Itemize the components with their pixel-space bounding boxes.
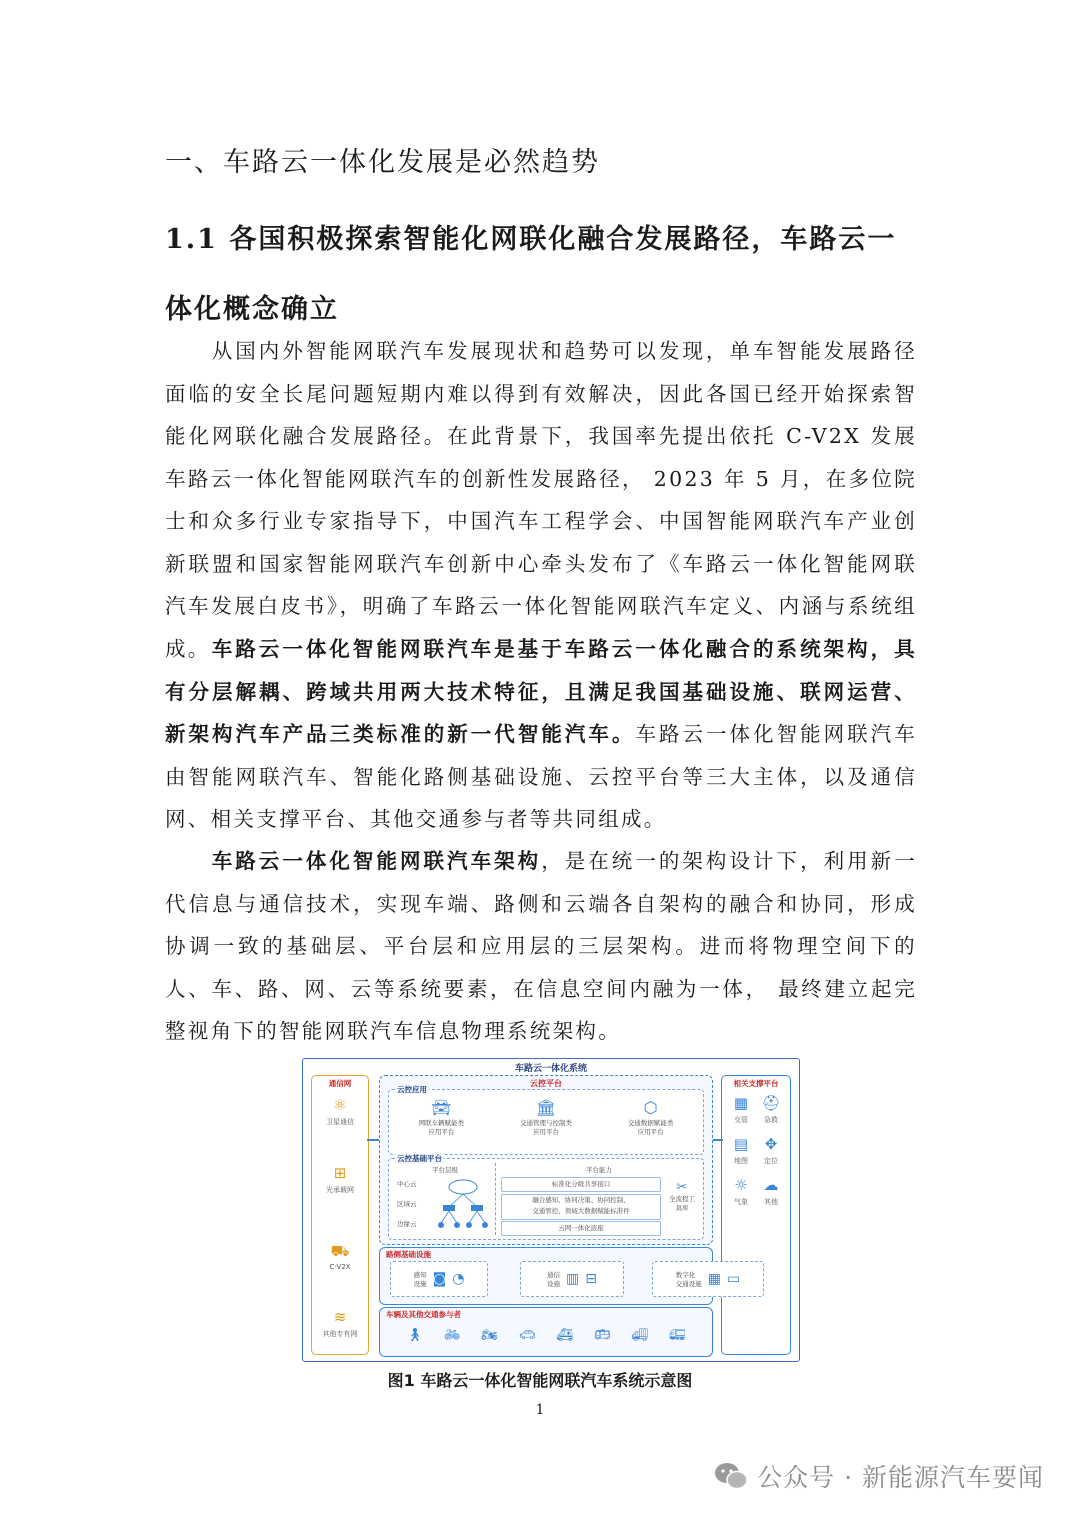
cloud-apps-box [388,1085,704,1155]
ambulance-icon: ⛑ [761,1094,781,1112]
paragraph-3-bold: 车路云一体化智能网联汽车架构 [211,849,542,873]
paragraph-1-text: 从国内外智能网联汽车发展现状和趋势可以发现，单车智能发展路径面临的安全长尾问题短期内难以得到有效解决，因此各国已经开始探索智能化网联化融合发展路径。在此背景下，我国率先提出依托 C-V2X 发展车路云一体化智能网联汽车的创新性发展路径， 2023 年 5 月，在多位院士和众多行业专家指导下，中国汽车工程学会、中国智能网联汽车产业创新联盟和国家智能网联汽车创新中心牵头发布了《车路云一体化智能网联汽车发展白皮书》，明确了车路云一体化智能网联汽车定义、内涵与系统组成。 [165,339,917,661]
signal-icon: ▦ [707,1271,721,1287]
cap-interface: 标准化分级共享接口 [501,1177,661,1192]
connector-right [713,1139,723,1141]
connector-left [367,1139,379,1141]
building-icon: 🏛︎ [535,1098,557,1117]
wechat-icon [713,1461,749,1491]
road-sensing: 感知 设施 ◙ ◔ [390,1261,488,1297]
satellite-icon: ⚛ [333,1096,347,1114]
page-number: 1 [535,1402,545,1418]
app-vehicle: 🚘︎ 网联车辆赋能类 应用平台 [396,1098,486,1136]
tools-icon: ✂ [676,1180,688,1195]
weather-icon: ☼ [734,1176,748,1194]
cap-standard-parts: 融合感知、协同决策、协同控制、 交通管控、领域大数据赋能标准件 [501,1194,661,1220]
system-diagram [302,1058,800,1362]
support-ambulance: ⛑ 急救 [756,1094,786,1125]
tier-edge: 边缘云 [397,1220,417,1228]
cloud-network-graphic [433,1177,493,1231]
vehicles-title: 车辆及其他交通参与者 [386,1310,461,1319]
car-icon: 🚗︎ [518,1327,536,1343]
bicycle-icon: 🚲︎ [443,1327,461,1343]
traffic-light-icon: ▦ [733,1094,749,1112]
paragraph-3-text: ，是在统一的架构设计下，利用新一代信息与通信技术，实现车端、路侧和云端各自架构的融合和协同，形成协调一致的基础层、平台层和应用层的三层架构。进而将物理空间下的人、车、路、网、云等系统要素，在信息空间内融为一体， 最终建立起完整视角下的智能网联汽车信息物理系统架构。 [165,849,917,1043]
compass-icon: ✥ [764,1135,778,1153]
lorry-icon: 🚛︎ [668,1327,686,1343]
comm-item-satellite: ⚛ 卫星通信 [312,1096,368,1127]
pedestrian-icon: 🚶︎ [406,1327,423,1343]
truck-icon: 🚚︎ [631,1327,648,1343]
paragraph-1 [165,330,917,670]
support-traffic: ▦ 交管 [726,1094,756,1125]
map-icon: ▤ [733,1135,749,1153]
platform-tiers [395,1163,496,1235]
cloud-base-title: 云控基础平台 [397,1154,442,1163]
support-platform-panel [721,1075,791,1355]
section-heading: 一、车路云一体化发展是必然趋势 [165,147,600,178]
support-positioning: ✥ 定位 [756,1135,786,1166]
paragraph-2 [165,628,917,841]
data-icon: ⬡ [643,1098,658,1117]
car-signal-icon: ⛟ [330,1242,350,1260]
sign-board-icon: ▭ [727,1271,741,1287]
camera-icon: ◙ [432,1271,447,1287]
comm-network-panel [311,1075,369,1355]
bus-icon: 🚌︎ [593,1327,611,1343]
platform-capabilities [501,1163,697,1235]
cap-head: 平台能力 [586,1166,612,1174]
radar-icon: ◔ [452,1271,465,1287]
toolchain: ✂ 全流程工具库 [669,1180,695,1212]
diagram-title: 车路云一体化系统 [514,1064,587,1074]
cloud-base-box [388,1154,704,1240]
road-infra-band [379,1247,741,1305]
tier-center: 中心云 [397,1180,417,1188]
app-data: ⬡ 交通数据赋能类 应用平台 [606,1098,696,1136]
motorcycle-icon: 🏍︎ [481,1327,498,1343]
support-weather: ☼ 气象 [726,1176,756,1207]
comm-network-title: 通信网 [328,1079,352,1088]
cap-base: 云网一体化底座 [501,1221,661,1236]
subsection-heading: 1.1 各国积极探索智能化网联化融合发展路径，车路云一体化概念确立 [165,224,897,325]
cloud-icon: ☁ [763,1176,779,1194]
road-infra-title: 路侧基础设施 [386,1250,431,1259]
cloud-platform-title: 云控平台 [530,1079,562,1088]
comm-item-cv2x: ⛟ C-V2X [312,1242,368,1271]
comm-item-optical: ⊞ 光承载网 [312,1164,368,1195]
tier-head: 平台层级 [432,1166,458,1174]
car-icon: 🚘︎ [431,1098,452,1117]
network-icon: ⊞ [333,1164,347,1182]
support-platform-title: 相关支撑平台 [733,1079,779,1088]
road-digital: 数字化 交通设施 ▦ ▭ [652,1261,764,1297]
figure-caption: 图1 车路云一体化智能网联汽车系统示意图 [387,1371,693,1390]
cloud-apps-title: 云控应用 [397,1085,427,1094]
router-icon: ⊟ [585,1271,597,1287]
ambulance-vehicle-icon: 🚑︎ [556,1327,573,1343]
cloud-platform-box [379,1075,713,1245]
paragraph-2-text: 车路云一体化智能网联汽车由智能网联汽车、智能化路侧基础设施、云控平台等三大主体，以及通信网、相关支撑平台、其他交通参与者等共同组成。 [165,722,917,831]
vehicles-band [379,1307,713,1357]
comm-item-other: ≋ 其他专有网 [312,1308,368,1339]
support-map: ▤ 地图 [726,1135,756,1166]
road-comm: 通信 设施 ▥ ⊟ [520,1261,624,1297]
wifi-icon: ≋ [333,1308,347,1326]
paragraph-2-bold: 车路云一体化智能网联汽车是基于车路云一体化融合的系统架构，具有分层解耦、跨域共用两大技术特征，且满足我国基础设施、联网运营、新架构汽车产品三类标准的新一代智能汽车。 [165,637,917,746]
paragraph-3 [165,840,917,1053]
watermark-text: 公众号 · 新能源汽车要闻 [757,1463,1044,1492]
server-icon: ▥ [566,1271,580,1287]
vehicles-strip [396,1322,696,1348]
tier-region: 区域云 [397,1200,417,1208]
support-other: ☁ 其他 [756,1176,786,1207]
app-traffic: 🏛︎ 交通管理与控制类 应用平台 [501,1098,591,1136]
watermark [713,1458,1044,1494]
